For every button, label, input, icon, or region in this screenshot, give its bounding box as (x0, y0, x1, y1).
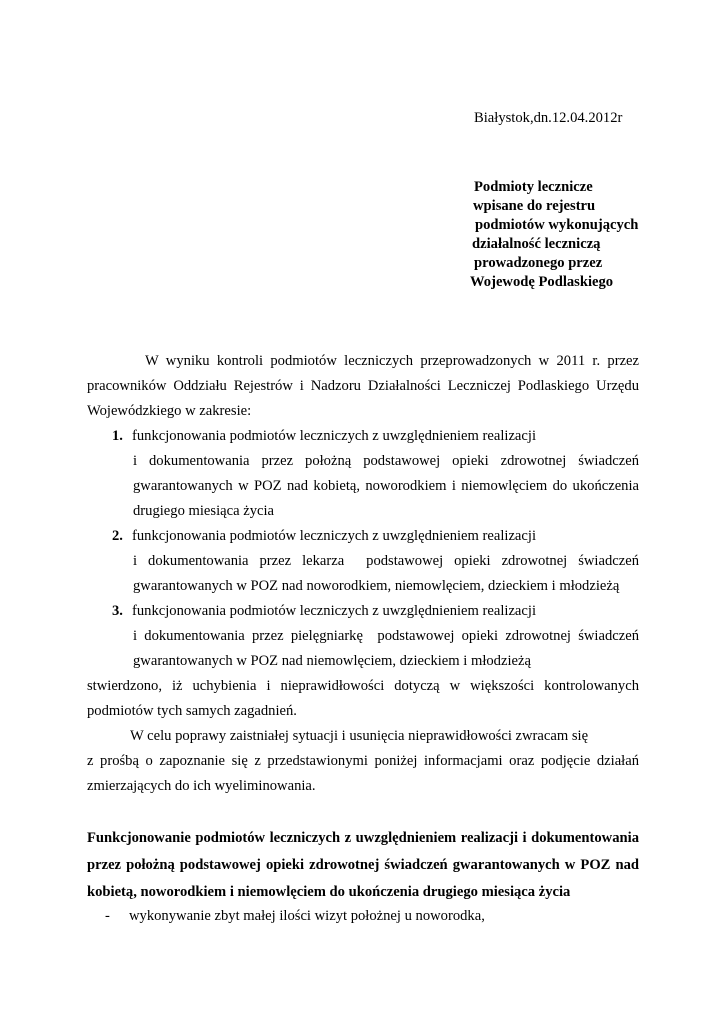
list-number: 1. (112, 428, 123, 444)
addressee-block (470, 178, 638, 292)
addressee-line: Podmioty lecznicze (474, 179, 593, 195)
list-item-3 (87, 599, 639, 624)
addressee-line: podmiotów wykonujących (475, 217, 639, 233)
request-line: W celu poprawy zaistniałej sytuacji i usunięcia nieprawidłowości zwracam się (130, 728, 589, 744)
intro-line: pracowników Oddziału Rejestrów i Nadzoru Działalności Leczniczej Podlaskiego Urzędu (87, 378, 639, 394)
list-item-line: funkcjonowania podmiotów leczniczych z uwzględnieniem realizacji (132, 603, 537, 619)
list-item-line: gwarantowanych w POZ nad niemowlęciem, dzieckiem i młodzieżą (133, 653, 531, 669)
addressee-line: wpisane do rejestru (473, 198, 596, 214)
addressee-line: prowadzonego przez (474, 255, 603, 271)
section-heading-line: przez położną podstawowej opieki zdrowotnej świadczeń gwarantowanych w POZ nad (87, 857, 639, 873)
bullet-item (105, 908, 485, 925)
section-heading-line: kobietą, noworodkiem i niemowlęciem do ukończenia drugiego miesiąca życia (87, 884, 571, 900)
list-item-line: gwarantowanych w POZ nad noworodkiem, niemowlęciem, dzieckiem i młodzieżą (133, 578, 620, 594)
list-number: 3. (112, 603, 123, 619)
intro-line: Wojewódzkiego w zakresie: (87, 403, 252, 419)
list-item-2 (87, 524, 639, 549)
letter-date: Białystok,dn.12.04.2012r (474, 110, 623, 126)
list-item-line: i dokumentowania przez lekarza podstawowej opieki zdrowotnej świadczeń (133, 553, 639, 569)
list-item-1 (87, 424, 639, 449)
section-heading (87, 825, 639, 906)
bullet-marker: - (105, 908, 110, 924)
conclusion-line: podmiotów tych samych zagadnień. (87, 703, 297, 719)
intro-line: W wyniku kontroli podmiotów leczniczych przeprowadzonych w 2011 r. przez (145, 353, 639, 369)
list-item-line: funkcjonowania podmiotów leczniczych z uwzględnieniem realizacji (132, 528, 537, 544)
list-item-line: funkcjonowania podmiotów leczniczych z uwzględnieniem realizacji (132, 428, 537, 444)
list-item-line: i dokumentowania przez pielęgniarkę podstawowej opieki zdrowotnej świadczeń (133, 628, 639, 644)
addressee-line: Wojewodę Podlaskiego (470, 274, 614, 290)
list-item-line: i dokumentowania przez położną podstawowej opieki zdrowotnej świadczeń (133, 453, 639, 469)
section-heading-line: Funkcjonowanie podmiotów leczniczych z uwzględnieniem realizacji i dokumentowania (87, 830, 639, 846)
list-item-line: gwarantowanych w POZ nad kobietą, noworodkiem i niemowlęciem do ukończenia (133, 478, 639, 494)
request-line: zmierzających do ich wyeliminowania. (87, 778, 316, 794)
addressee-line: działalność leczniczą (472, 236, 601, 252)
bullet-text: wykonywanie zbyt małej ilości wizyt położnej u noworodka, (129, 908, 485, 924)
letter-body (87, 349, 639, 799)
list-number: 2. (112, 528, 123, 544)
request-line: z prośbą o zapoznanie się z przedstawionymi poniżej informacjami oraz podjęcie działań (87, 753, 639, 769)
list-item-line: drugiego miesiąca życia (133, 503, 275, 519)
conclusion-line: stwierdzono, iż uchybienia i nieprawidłowości dotyczą w większości kontrolowanych (87, 678, 639, 694)
